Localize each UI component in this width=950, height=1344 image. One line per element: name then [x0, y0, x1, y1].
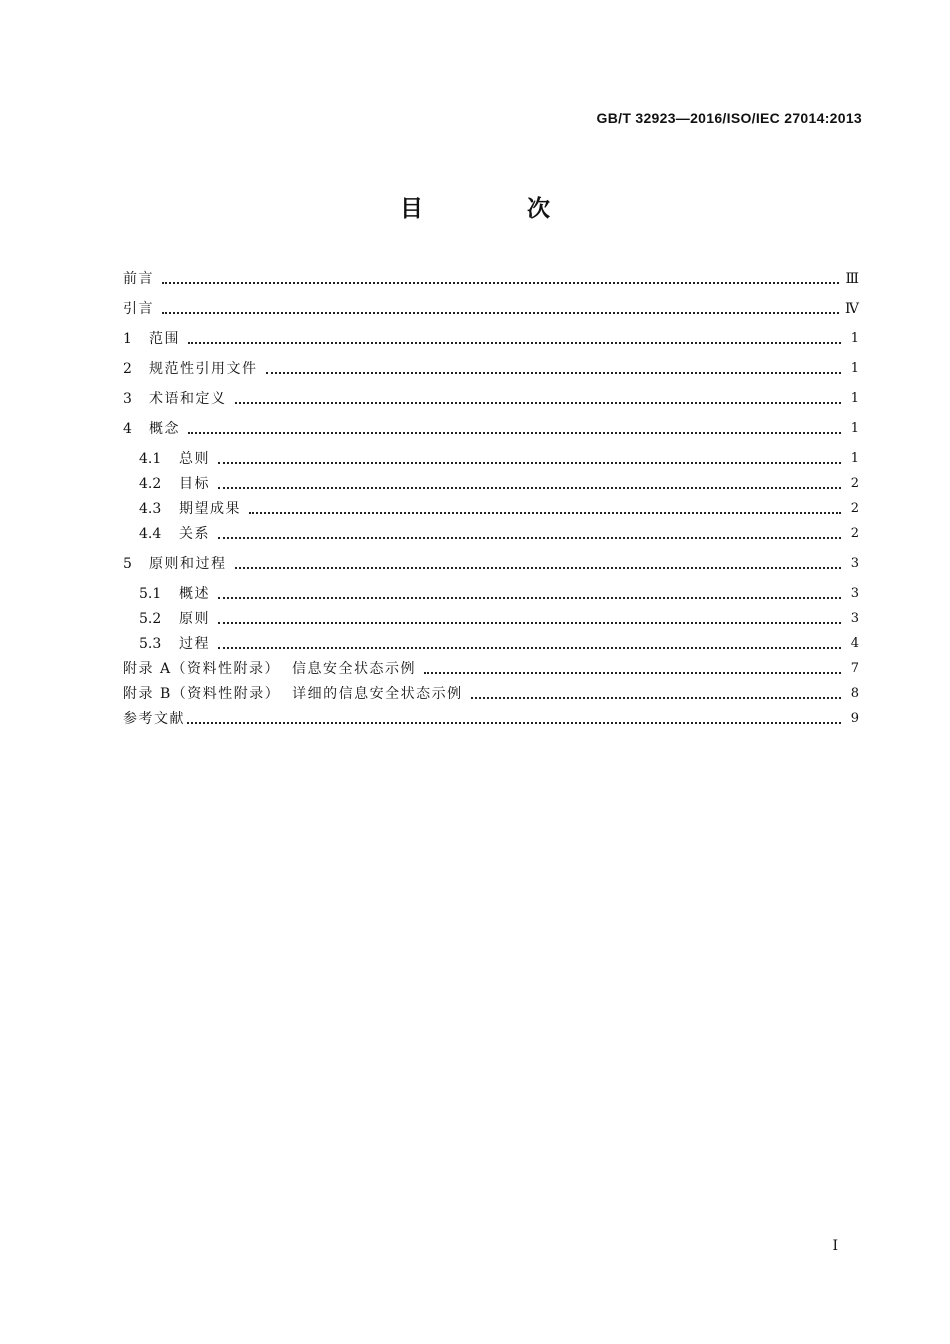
toc-entry-number: 1: [123, 331, 132, 347]
dot-leader: [188, 432, 841, 434]
toc-entry-number: 4: [123, 421, 132, 437]
toc-entry-number: 4.2: [139, 476, 162, 492]
dot-leader: [471, 697, 841, 699]
toc-entry-label: 引言: [123, 301, 154, 317]
dot-leader: [218, 462, 841, 464]
dot-leader: [218, 647, 841, 649]
toc-entry-label: 关系: [179, 526, 210, 542]
toc-entry-label: 目标: [179, 476, 210, 492]
dot-leader: [187, 722, 841, 724]
page-number: I: [832, 1238, 838, 1254]
toc-entry-page: 3: [850, 586, 859, 601]
toc-entry-label: 附录 B（资料性附录） 详细的信息安全状态示例: [123, 686, 463, 702]
toc-entry-number: 4.4: [139, 526, 162, 542]
toc-entry-introduction[interactable]: [123, 296, 859, 318]
toc-entry-page: 1: [850, 361, 859, 376]
dot-leader: [162, 312, 839, 314]
toc-entry-page: 3: [850, 611, 859, 626]
toc-entry-number: 5.2: [139, 611, 162, 627]
toc-entry-label: 规范性引用文件: [149, 361, 258, 377]
toc-entry-1[interactable]: [123, 326, 859, 348]
toc-entry-label: 概述: [179, 586, 210, 602]
toc-entry-label: 附录 A（资料性附录） 信息安全状态示例: [123, 661, 416, 677]
toc-entry-label: 原则和过程: [149, 556, 227, 572]
standard-code: GB/T 32923—2016/ISO/IEC 27014:2013: [596, 110, 862, 126]
toc-entry-label: 范围: [149, 331, 180, 347]
dot-leader: [218, 487, 841, 489]
toc-entry-4-4[interactable]: [123, 521, 859, 543]
toc-entry-2[interactable]: [123, 356, 859, 378]
toc-entry-number: 5: [123, 556, 132, 572]
toc-entry-4-2[interactable]: [123, 471, 859, 493]
toc-entry-3[interactable]: [123, 386, 859, 408]
toc-entry-5[interactable]: [123, 551, 859, 573]
toc-title: 目 次: [399, 196, 598, 222]
toc-entry-page: Ⅳ: [845, 301, 859, 317]
toc-entry-label: 总则: [179, 451, 210, 467]
toc-entry-page: 2: [850, 526, 859, 541]
toc-entry-number: 4.1: [139, 451, 162, 467]
dot-leader: [235, 402, 842, 404]
toc-entry-page: 3: [850, 556, 859, 571]
toc-entry-page: 8: [850, 686, 859, 701]
dot-leader: [424, 672, 841, 674]
dot-leader: [266, 372, 842, 374]
toc-entry-foreword[interactable]: [123, 266, 859, 288]
toc-entry-page: 2: [850, 476, 859, 491]
toc-entry-5-3[interactable]: [123, 631, 859, 653]
toc-entry-label: 前言: [123, 271, 154, 287]
dot-leader: [218, 537, 841, 539]
dot-leader: [218, 597, 841, 599]
toc-entry-5-1[interactable]: [123, 581, 859, 603]
toc-entry-annex-b[interactable]: [123, 681, 859, 703]
toc-entry-page: 1: [850, 421, 859, 436]
toc-entry-page: Ⅲ: [845, 271, 859, 287]
toc-entry-label: 概念: [149, 421, 180, 437]
toc-entry-label: 期望成果: [179, 501, 241, 517]
toc-entry-bibliography[interactable]: [123, 706, 859, 728]
dot-leader: [249, 512, 841, 514]
toc-entry-5-2[interactable]: [123, 606, 859, 628]
toc-entry-label: 参考文献: [123, 711, 185, 727]
toc-entry-number: 5.3: [139, 636, 162, 652]
dot-leader: [235, 567, 842, 569]
toc-entry-page: 2: [850, 501, 859, 516]
toc-entry-page: 1: [850, 391, 859, 406]
toc-entry-number: 2: [123, 361, 132, 377]
toc-entry-4-3[interactable]: [123, 496, 859, 518]
toc-entry-page: 4: [850, 636, 859, 651]
toc-entry-label: 术语和定义: [149, 391, 227, 407]
toc-entry-number: 3: [123, 391, 132, 407]
toc-entry-label: 原则: [179, 611, 210, 627]
toc-entry-page: 9: [850, 711, 859, 726]
toc-entry-number: 5.1: [139, 586, 162, 602]
toc-entry-page: 7: [850, 661, 859, 676]
toc-entry-annex-a[interactable]: [123, 656, 859, 678]
toc-entry-page: 1: [850, 451, 859, 466]
toc-entry-label: 过程: [179, 636, 210, 652]
toc-entry-4[interactable]: [123, 416, 859, 438]
dot-leader: [162, 282, 839, 284]
toc-entry-page: 1: [850, 331, 859, 346]
dot-leader: [218, 622, 841, 624]
toc-entry-4-1[interactable]: [123, 446, 859, 468]
dot-leader: [188, 342, 841, 344]
toc-entry-number: 4.3: [139, 501, 162, 517]
